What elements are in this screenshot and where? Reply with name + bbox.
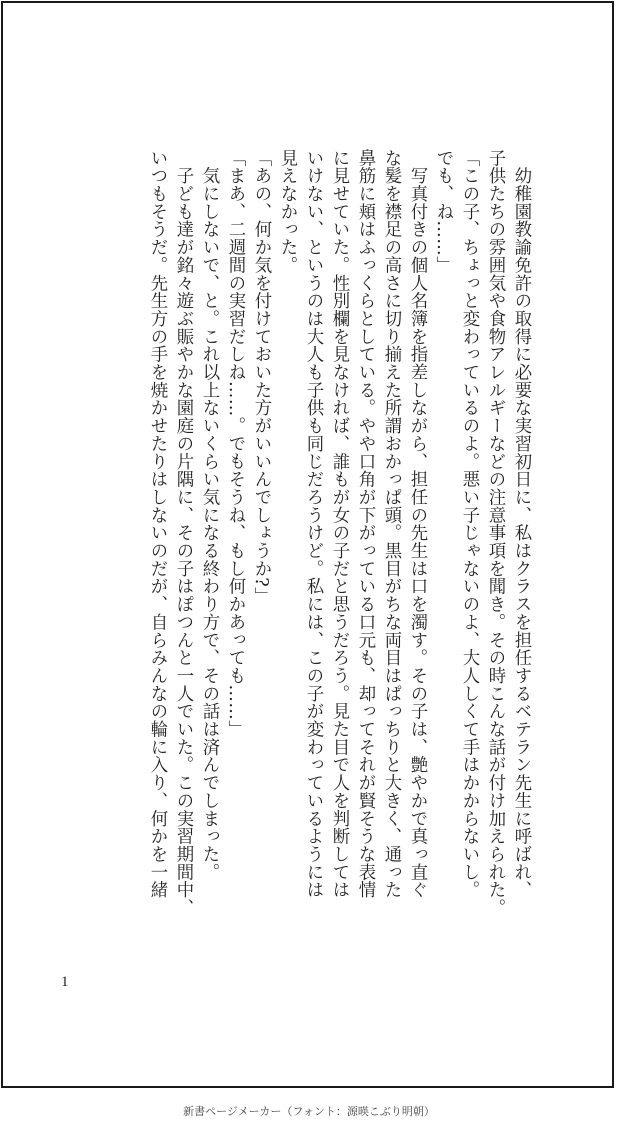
text-line: 見えなかった。 (277, 149, 297, 274)
text-line: いけない、というのは大人も子供も同じだろうけど。私には、この子が変わっているようには (303, 149, 323, 899)
vertical-body-text (58, 149, 534, 929)
page-frame (1, 1, 614, 1088)
text-line: 気にしないで、と。これ以上ないくらい気になる終わり方で、その話は済んでしまった。 (199, 149, 219, 881)
text-line: 鼻筋に頬はふっくらとしている。やや口角が下がっている口元も、却ってそれが賢そうな表情 (355, 149, 375, 899)
text-line: 「この子、ちょっと変わっているのよ。悪い子じゃないのよ、大人しくて手はかからないし。 (459, 149, 479, 899)
text-line: に見せていた。性別欄を見なければ、誰もが女の子だと思うだろう。見た目で人を判断しては (329, 149, 349, 899)
footer-credit: 新書ページメーカー（フォント：源暎こぶり明朝） (183, 1105, 435, 1118)
text-line: 「まあ、二週間の実習だしね……。でもそうね、もし何かあっても……」 (225, 149, 245, 739)
text-line: 写真付きの個人名簿を指差しながら、担任の先生は口を濁す。その子は、艶やかで真っ直ぐ (407, 149, 427, 899)
text-line: 「あの、何か気を付けておいた方がいいんでしょうか?」 (251, 149, 271, 606)
text-line: 子供たちの雰囲気や食物アレルギーなどの注意事項を聞き。その時こんな話が付け加えられた。 (485, 149, 505, 917)
text-line: 子ども達が銘々遊ぶ賑やかな園庭の片隅に、その子はぽつんと一人でいた。この実習期間中、 (173, 149, 193, 917)
text-line: いつもそうだ。先生方の手を焼かせたりはしないのだが、自らみんなの輪に入り、何かを一緒 (147, 149, 167, 899)
text-line: な髪を襟足の高さに切り揃えた所謂おかっぱ頭。黒目がちな両目はぱっちりと大きく、通った (381, 149, 401, 899)
page-number: 1 (61, 974, 69, 990)
text-line: でも、ね……」 (433, 149, 453, 274)
text-line: 幼稚園教諭免許の取得に必要な実習初日に、私はクラスを担任するベテラン先生に呼ばれ、 (511, 149, 531, 899)
